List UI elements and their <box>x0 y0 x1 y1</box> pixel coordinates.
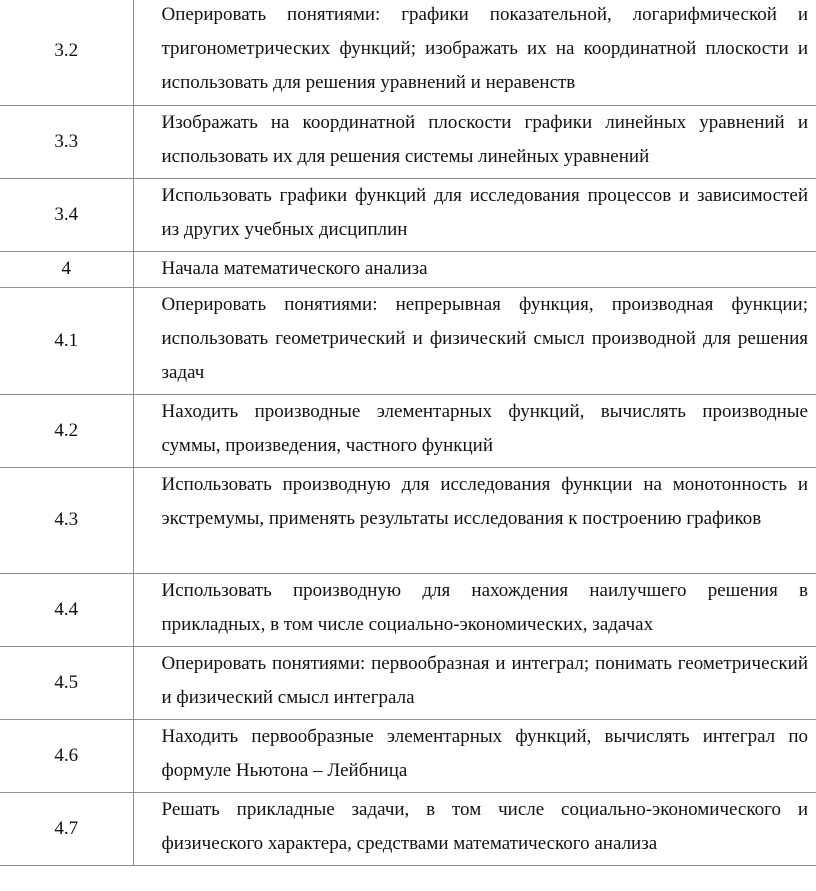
row-code: 4.3 <box>0 467 133 573</box>
table-row <box>0 467 816 573</box>
row-text: Находить первообразные элементарных функций, вычислять интеграл по формуле Ньютона – Лейбница <box>133 719 816 792</box>
row-text: Использовать производную для исследования функции на монотонность и экстремумы, применять результаты исследования к построению графиков <box>133 467 816 573</box>
table-row <box>0 287 816 394</box>
table-row <box>0 646 816 719</box>
row-code: 4.6 <box>0 719 133 792</box>
row-text: Находить производные элементарных функций, вычислять производные суммы, произведения, частного функций <box>133 394 816 467</box>
table-row <box>0 0 816 105</box>
table-row <box>0 105 816 178</box>
table-row <box>0 178 816 251</box>
row-code: 4.5 <box>0 646 133 719</box>
row-text: Оперировать понятиями: непрерывная функция, производная функции; использовать геометрический и физический смысл производной для решения задач <box>133 287 816 394</box>
row-code: 4.7 <box>0 792 133 865</box>
row-text: Начала математического анализа <box>133 251 816 287</box>
row-text: Оперировать понятиями: первообразная и интеграл; понимать геометрический и физический смысл интеграла <box>133 646 816 719</box>
row-code: 4.4 <box>0 573 133 646</box>
row-text: Оперировать понятиями: графики показательной, логарифмической и тригонометрических функций; изображать их на координатной плоскости и использовать для решения уравнений и неравенств <box>133 0 816 105</box>
row-code: 3.4 <box>0 178 133 251</box>
table-row <box>0 251 816 287</box>
row-code: 4.1 <box>0 287 133 394</box>
table-row <box>0 573 816 646</box>
row-code: 3.3 <box>0 105 133 178</box>
row-text: Использовать графики функций для исследования процессов и зависимостей из других учебных дисциплин <box>133 178 816 251</box>
table-row <box>0 719 816 792</box>
row-code: 4 <box>0 251 133 287</box>
row-code: 4.2 <box>0 394 133 467</box>
row-text: Изображать на координатной плоскости графики линейных уравнений и использовать их для решения системы линейных уравнений <box>133 105 816 178</box>
table-row <box>0 394 816 467</box>
row-code: 3.2 <box>0 0 133 105</box>
row-text: Решать прикладные задачи, в том числе социально-экономического и физического характера, средствами математического анализа <box>133 792 816 865</box>
table-row <box>0 792 816 865</box>
row-text: Использовать производную для нахождения наилучшего решения в прикладных, в том числе социально-экономических, задачах <box>133 573 816 646</box>
